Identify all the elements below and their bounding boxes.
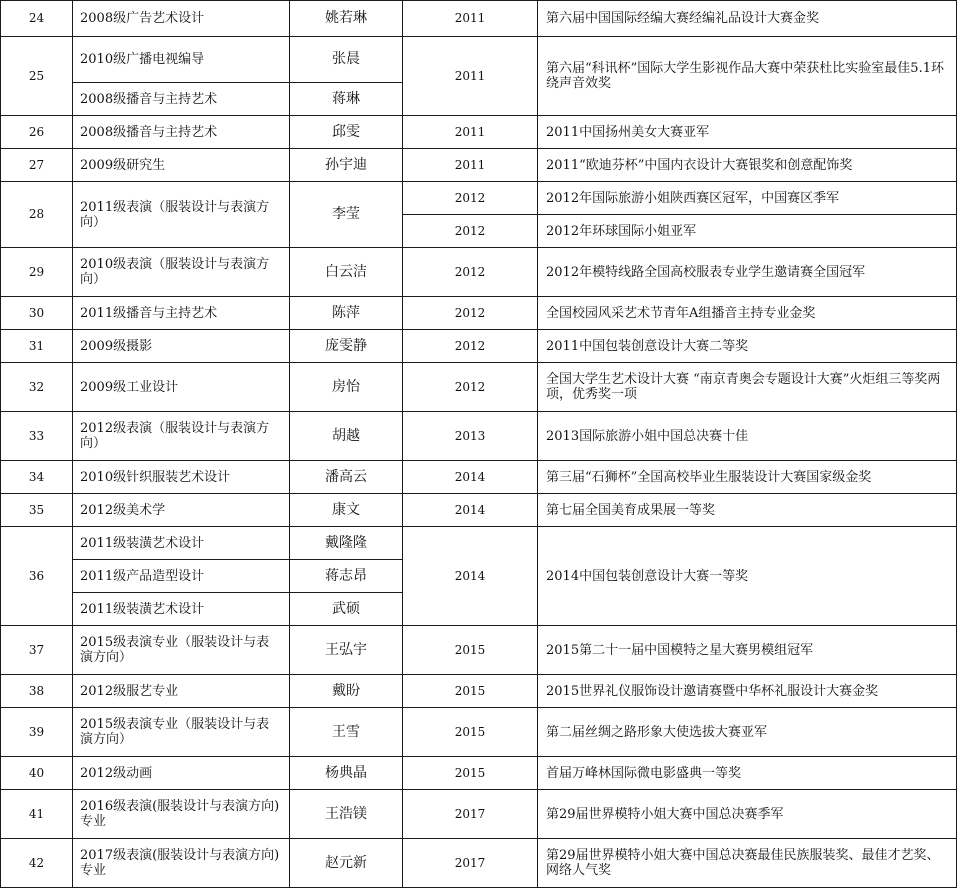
row-number: 30	[1, 297, 73, 330]
major-cell: 2012级服艺专业	[73, 675, 290, 708]
student-name-cell: 邱雯	[290, 116, 403, 149]
year-cell: 2014	[403, 527, 538, 626]
student-name-cell: 赵元新	[290, 839, 403, 888]
student-name-cell: 潘高云	[290, 461, 403, 494]
student-name-cell: 陈萍	[290, 297, 403, 330]
table-row	[1, 248, 957, 297]
row-number: 27	[1, 149, 73, 182]
award-cell: 首届万峰林国际微电影盛典一等奖	[538, 757, 957, 790]
award-cell: 2011“欧迪芬杯”中国内衣设计大赛银奖和创意配饰奖	[538, 149, 957, 182]
year-cell: 2012	[403, 330, 538, 363]
student-name-cell: 王弘宇	[290, 626, 403, 675]
table-row	[1, 527, 957, 560]
student-name-cell: 杨典晶	[290, 757, 403, 790]
major-cell: 2011级产品造型设计	[73, 560, 290, 593]
student-name-cell: 王雪	[290, 708, 403, 757]
row-number: 26	[1, 116, 73, 149]
row-number: 29	[1, 248, 73, 297]
table-row	[1, 839, 957, 888]
student-name-cell: 李莹	[290, 182, 403, 248]
award-cell: 第29届世界模特小姐大赛中国总决赛季军	[538, 790, 957, 839]
award-cell: 第七届全国美育成果展一等奖	[538, 494, 957, 527]
award-cell: 2015第二十一届中国模特之星大赛男模组冠军	[538, 626, 957, 675]
year-cell: 2013	[403, 412, 538, 461]
award-cell: 2012年国际旅游小姐陕西赛区冠军，中国赛区季军	[538, 182, 957, 215]
table-row	[1, 1, 957, 37]
table-row	[1, 297, 957, 330]
award-cell: 2011中国包装创意设计大赛二等奖	[538, 330, 957, 363]
row-number: 39	[1, 708, 73, 757]
major-cell: 2008级播音与主持艺术	[73, 83, 290, 116]
award-cell: 第六届“科讯杯”国际大学生影视作品大赛中荣获杜比实验室最佳5.1环绕声音效奖	[538, 37, 957, 116]
year-cell: 2017	[403, 839, 538, 888]
major-cell: 2009级研究生	[73, 149, 290, 182]
student-name-cell: 蒋琳	[290, 83, 403, 116]
major-cell: 2011级播音与主持艺术	[73, 297, 290, 330]
award-cell: 2015世界礼仪服饰设计邀请赛暨中华杯礼服设计大赛金奖	[538, 675, 957, 708]
row-number: 32	[1, 363, 73, 412]
year-cell: 2011	[403, 1, 538, 37]
table-row	[1, 149, 957, 182]
major-cell: 2011级装潢艺术设计	[73, 527, 290, 560]
major-cell: 2011级装潢艺术设计	[73, 593, 290, 626]
student-name-cell: 康文	[290, 494, 403, 527]
major-cell: 2012级表演（服装设计与表演方向）	[73, 412, 290, 461]
major-cell: 2015级表演专业（服装设计与表演方向）	[73, 708, 290, 757]
student-name-cell: 姚若琳	[290, 1, 403, 37]
award-cell: 2011中国扬州美女大赛亚军	[538, 116, 957, 149]
award-cell: 全国校园风采艺术节青年A组播音主持专业金奖	[538, 297, 957, 330]
table-row	[1, 182, 957, 215]
year-cell: 2011	[403, 149, 538, 182]
year-cell: 2011	[403, 37, 538, 116]
table-row	[1, 757, 957, 790]
award-cell: 第二届丝绸之路形象大使选拔大赛亚军	[538, 708, 957, 757]
major-cell: 2010级广播电视编导	[73, 37, 290, 83]
table-row	[1, 363, 957, 412]
major-cell: 2008级播音与主持艺术	[73, 116, 290, 149]
student-name-cell: 房怡	[290, 363, 403, 412]
student-name-cell: 张晨	[290, 37, 403, 83]
table-row	[1, 626, 957, 675]
row-number: 38	[1, 675, 73, 708]
year-cell: 2012	[403, 297, 538, 330]
year-cell: 2015	[403, 675, 538, 708]
row-number: 34	[1, 461, 73, 494]
year-cell: 2012	[403, 363, 538, 412]
row-number: 37	[1, 626, 73, 675]
row-number: 36	[1, 527, 73, 626]
year-cell: 2012	[403, 182, 538, 215]
student-name-cell: 蒋志昂	[290, 560, 403, 593]
major-cell: 2010级针织服装艺术设计	[73, 461, 290, 494]
year-cell: 2015	[403, 708, 538, 757]
major-cell: 2016级表演(服装设计与表演方向)专业	[73, 790, 290, 839]
major-cell: 2011级表演（服装设计与表演方向）	[73, 182, 290, 248]
major-cell: 2009级工业设计	[73, 363, 290, 412]
student-name-cell: 庞雯静	[290, 330, 403, 363]
row-number: 35	[1, 494, 73, 527]
table-row	[1, 461, 957, 494]
table-row	[1, 412, 957, 461]
award-cell: 全国大学生艺术设计大赛 “南京青奥会专题设计大赛”火炬组三等奖两项，优秀奖一项	[538, 363, 957, 412]
award-cell: 2012年模特线路全国高校服表专业学生邀请赛全国冠军	[538, 248, 957, 297]
year-cell: 2015	[403, 626, 538, 675]
year-cell: 2014	[403, 461, 538, 494]
row-number: 41	[1, 790, 73, 839]
student-name-cell: 白云洁	[290, 248, 403, 297]
row-number: 40	[1, 757, 73, 790]
table-row	[1, 708, 957, 757]
awards-table-body	[1, 1, 957, 888]
year-cell: 2012	[403, 248, 538, 297]
table-row	[1, 675, 957, 708]
year-cell: 2015	[403, 757, 538, 790]
year-cell: 2011	[403, 116, 538, 149]
award-cell: 2014中国包装创意设计大赛一等奖	[538, 527, 957, 626]
award-cell: 第三届“石狮杯”全国高校毕业生服装设计大赛国家级金奖	[538, 461, 957, 494]
table-row	[1, 790, 957, 839]
student-name-cell: 胡越	[290, 412, 403, 461]
major-cell: 2009级摄影	[73, 330, 290, 363]
student-name-cell: 戴盼	[290, 675, 403, 708]
table-row	[1, 116, 957, 149]
student-name-cell: 武硕	[290, 593, 403, 626]
row-number: 31	[1, 330, 73, 363]
award-cell: 第六届中国国际经编大赛经编礼品设计大赛金奖	[538, 1, 957, 37]
student-name-cell: 戴隆隆	[290, 527, 403, 560]
row-number: 25	[1, 37, 73, 116]
year-cell: 2014	[403, 494, 538, 527]
major-cell: 2015级表演专业（服装设计与表演方向）	[73, 626, 290, 675]
row-number: 33	[1, 412, 73, 461]
year-cell: 2017	[403, 790, 538, 839]
award-cell: 第29届世界模特小姐大赛中国总决赛最佳民族服装奖、最佳才艺奖、网络人气奖	[538, 839, 957, 888]
student-name-cell: 孙宇迪	[290, 149, 403, 182]
award-cell: 2012年环球国际小姐亚军	[538, 215, 957, 248]
major-cell: 2008级广告艺术设计	[73, 1, 290, 37]
year-cell: 2012	[403, 215, 538, 248]
table-row	[1, 37, 957, 83]
student-name-cell: 王浩镁	[290, 790, 403, 839]
major-cell: 2012级动画	[73, 757, 290, 790]
row-number: 24	[1, 1, 73, 37]
table-row	[1, 330, 957, 363]
row-number: 42	[1, 839, 73, 888]
major-cell: 2017级表演(服装设计与表演方向)专业	[73, 839, 290, 888]
major-cell: 2010级表演（服装设计与表演方向）	[73, 248, 290, 297]
award-cell: 2013国际旅游小姐中国总决赛十佳	[538, 412, 957, 461]
table-row	[1, 494, 957, 527]
major-cell: 2012级美术学	[73, 494, 290, 527]
row-number: 28	[1, 182, 73, 248]
